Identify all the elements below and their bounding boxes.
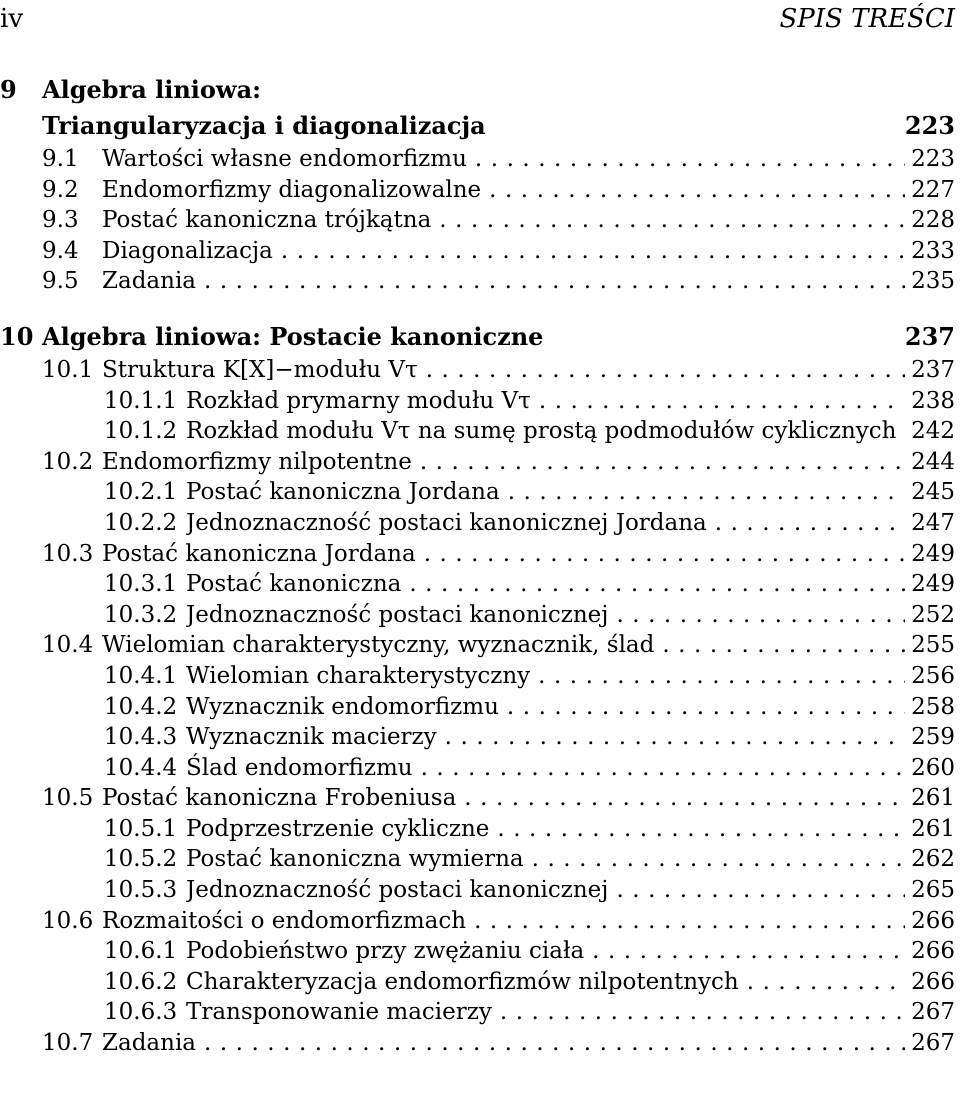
entry-number: 10.5 — [42, 785, 94, 812]
entry-number: 10.1 — [42, 356, 94, 383]
dot-leader — [426, 355, 905, 386]
entry-page-number: 235 — [911, 268, 955, 295]
dot-leader — [500, 997, 905, 1028]
entry-page-number: 258 — [911, 693, 955, 720]
entry-page-number: 245 — [911, 479, 955, 506]
entry-page-number: 261 — [911, 815, 955, 842]
entry-title: Postać kanoniczna Jordana — [102, 540, 416, 567]
chapter-title-line — [0, 319, 955, 355]
dot-leader — [538, 661, 905, 692]
toc-subsection-entry[interactable] — [0, 569, 955, 600]
toc-section-entry[interactable] — [0, 539, 955, 570]
page-header — [0, 4, 955, 40]
dot-leader — [616, 875, 905, 906]
entry-number: 10.3.2 — [104, 601, 178, 628]
entry-page-number: 255 — [911, 632, 955, 659]
entry-number: 10.4.2 — [104, 693, 178, 720]
chapter-spacer — [0, 297, 955, 319]
toc-subsection-entry[interactable] — [0, 753, 955, 784]
toc-subsection-entry[interactable] — [0, 692, 955, 723]
entry-title: Diagonalizacja — [102, 237, 273, 264]
toc-subsection-entry[interactable] — [0, 997, 955, 1028]
entry-title: Jednoznaczność postaci kanonicznej — [186, 601, 609, 628]
entry-title: Postać kanoniczna Frobeniusa — [102, 785, 457, 812]
entry-page-number: 223 — [911, 146, 955, 172]
entry-number: 10.2.2 — [104, 509, 178, 536]
dot-leader — [616, 600, 905, 631]
entry-page-number: 266 — [911, 907, 955, 934]
dot-leader — [420, 447, 905, 478]
entry-number: 10.6 — [42, 907, 94, 934]
dot-leader — [464, 783, 905, 814]
entry-page-number: 242 — [911, 418, 955, 445]
entry-page-number: 266 — [911, 968, 955, 995]
chapter-heading[interactable] — [0, 72, 955, 144]
dot-leader — [445, 722, 905, 753]
dot-leader — [474, 906, 905, 937]
toc-subsection-entry[interactable] — [0, 416, 955, 447]
entry-title: Postać kanoniczna trójkątna — [102, 207, 432, 234]
toc-section-entry[interactable] — [0, 783, 955, 814]
entry-page-number: 227 — [911, 176, 955, 203]
entry-title: Struktura K[X]−modułu Vτ — [102, 356, 418, 383]
toc-subsection-entry[interactable] — [0, 722, 955, 753]
toc-section-entry[interactable] — [0, 175, 955, 206]
chapter-title-line — [0, 108, 955, 144]
dot-leader — [592, 936, 905, 967]
chapter-title: Algebra liniowa: — [42, 75, 261, 104]
toc-section-entry[interactable] — [0, 630, 955, 661]
dot-leader — [204, 1028, 905, 1059]
toc-section-entry[interactable] — [0, 355, 955, 386]
toc-section-entry[interactable] — [0, 236, 955, 267]
entry-title: Zadania — [102, 1030, 197, 1057]
dot-leader — [747, 967, 905, 998]
dot-leader — [507, 692, 905, 723]
page-number: iv — [0, 4, 24, 34]
entry-title: Jednoznaczność postaci kanonicznej — [186, 877, 609, 904]
entry-number: 10.2 — [42, 448, 94, 475]
entry-title: Postać kanoniczna Jordana — [186, 479, 500, 506]
entry-number: 9.4 — [42, 237, 79, 264]
toc-subsection-entry[interactable] — [0, 967, 955, 998]
entry-number: 10.2.1 — [104, 479, 178, 506]
toc-subsection-entry[interactable] — [0, 508, 955, 539]
entry-page-number: 237 — [911, 356, 955, 383]
entry-page-number: 252 — [911, 601, 955, 628]
chapter-title: Algebra liniowa: Postacie kanoniczne — [42, 321, 544, 351]
dot-leader — [508, 477, 905, 508]
entry-title: Wielomian charakterystyczny, wyznacznik, ślad — [102, 632, 655, 659]
entry-title: Postać kanoniczna wymierna — [186, 846, 524, 873]
toc-section-entry[interactable] — [0, 1028, 955, 1059]
entry-number: 10.4.4 — [104, 754, 178, 781]
entry-title: Postać kanoniczna — [186, 571, 402, 598]
chapter-title-continued: Triangularyzacja i diagonalizacja — [42, 111, 486, 140]
toc-subsection-entry[interactable] — [0, 386, 955, 417]
entry-page-number: 238 — [911, 387, 955, 414]
entry-page-number: 265 — [911, 877, 955, 904]
chapter-page-number: 223 — [904, 111, 955, 140]
toc-section-entry[interactable] — [0, 205, 955, 236]
toc-subsection-entry[interactable] — [0, 814, 955, 845]
entry-page-number: 256 — [911, 662, 955, 689]
dot-leader — [532, 844, 905, 875]
entry-number: 10.4.1 — [104, 662, 178, 689]
entry-title: Podprzestrzenie cykliczne — [186, 815, 490, 842]
dot-leader — [409, 569, 905, 600]
entry-number: 9.1 — [42, 146, 79, 172]
entry-title: Jednoznaczność postaci kanonicznej Jordana — [186, 509, 707, 536]
toc-section-entry[interactable] — [0, 447, 955, 478]
dot-leader — [424, 539, 905, 570]
entry-number: 10.3 — [42, 540, 94, 567]
entry-title: Endomorfizmy nilpotentne — [102, 448, 412, 475]
entry-page-number: 261 — [911, 785, 955, 812]
entry-page-number: 233 — [911, 237, 955, 264]
dot-leader — [439, 205, 905, 236]
entry-number: 10.5.2 — [104, 846, 178, 873]
toc-subsection-entry[interactable] — [0, 875, 955, 906]
entry-page-number: 259 — [911, 724, 955, 751]
toc-subsection-entry[interactable] — [0, 844, 955, 875]
entry-title: Ślad endomorfizmu — [186, 754, 413, 781]
dot-leader — [421, 753, 906, 784]
chapter-title-line — [0, 72, 955, 108]
entry-number: 9.3 — [42, 207, 79, 234]
entry-title: Charakteryzacja endomorfizmów nilpotentnych — [186, 968, 739, 995]
entry-title: Rozkład prymarny modułu Vτ — [186, 387, 531, 414]
entry-title: Zadania — [102, 268, 197, 295]
dot-leader — [715, 508, 905, 539]
entry-number: 10.6.1 — [104, 938, 178, 965]
entry-number: 10.1.2 — [104, 418, 178, 445]
dot-leader — [539, 386, 905, 417]
chapter-number: 9 — [0, 75, 17, 104]
entry-page-number: 244 — [911, 448, 955, 475]
entry-page-number: 260 — [911, 754, 955, 781]
entry-title: Wyznacznik endomorfizmu — [186, 693, 499, 720]
entry-page-number: 249 — [911, 540, 955, 567]
entry-number: 10.4.3 — [104, 724, 178, 751]
entry-title: Rozmaitości o endomorfizmach — [102, 907, 467, 934]
running-title: SPIS TREŚCI — [779, 4, 955, 34]
entry-number: 10.5.1 — [104, 815, 178, 842]
entry-page-number: 267 — [911, 1030, 955, 1057]
entry-number: 10.5.3 — [104, 877, 178, 904]
entry-number: 10.3.1 — [104, 571, 178, 598]
entry-title: Wyznacznik macierzy — [186, 724, 437, 751]
entry-title: Wartości własne endomorfizmu — [102, 146, 467, 172]
toc-subsection-entry[interactable] — [0, 661, 955, 692]
entry-title: Transponowanie macierzy — [186, 999, 492, 1026]
toc-section-entry[interactable] — [0, 906, 955, 937]
dot-leader — [475, 144, 905, 175]
entry-number: 10.1.1 — [104, 387, 178, 414]
entry-page-number: 267 — [911, 999, 955, 1026]
entry-title: Endomorfizmy diagonalizowalne — [102, 176, 482, 203]
entry-number: 10.7 — [42, 1030, 94, 1057]
entry-page-number: 247 — [911, 509, 955, 536]
entry-number: 9.2 — [42, 176, 79, 203]
entry-number: 10.6.3 — [104, 999, 178, 1026]
entry-title: Rozkład modułu Vτ na sumę prostą podmodułów cyklicznych — [186, 418, 897, 445]
chapter-number: 10 — [0, 321, 34, 351]
chapter-page-number: 237 — [904, 321, 955, 351]
entry-number: 10.6.2 — [104, 968, 178, 995]
entry-page-number: 262 — [911, 846, 955, 873]
table-of-contents — [0, 72, 955, 1059]
entry-page-number: 228 — [911, 207, 955, 234]
chapter-heading[interactable] — [0, 319, 955, 355]
toc-subsection-entry[interactable] — [0, 600, 955, 631]
entry-title: Wielomian charakterystyczny — [186, 662, 531, 689]
dot-leader — [497, 814, 905, 845]
dot-leader — [281, 236, 905, 267]
entry-number: 9.5 — [42, 268, 79, 295]
entry-page-number: 266 — [911, 938, 955, 965]
entry-number: 10.4 — [42, 632, 94, 659]
dot-leader — [489, 175, 905, 206]
entry-page-number: 249 — [911, 571, 955, 598]
toc-subsection-entry[interactable] — [0, 477, 955, 508]
dot-leader — [662, 630, 905, 661]
toc-section-entry[interactable] — [0, 144, 955, 175]
toc-section-entry[interactable] — [0, 266, 955, 297]
toc-subsection-entry[interactable] — [0, 936, 955, 967]
dot-leader — [204, 266, 905, 297]
entry-title: Podobieństwo przy zwężaniu ciała — [186, 938, 585, 965]
